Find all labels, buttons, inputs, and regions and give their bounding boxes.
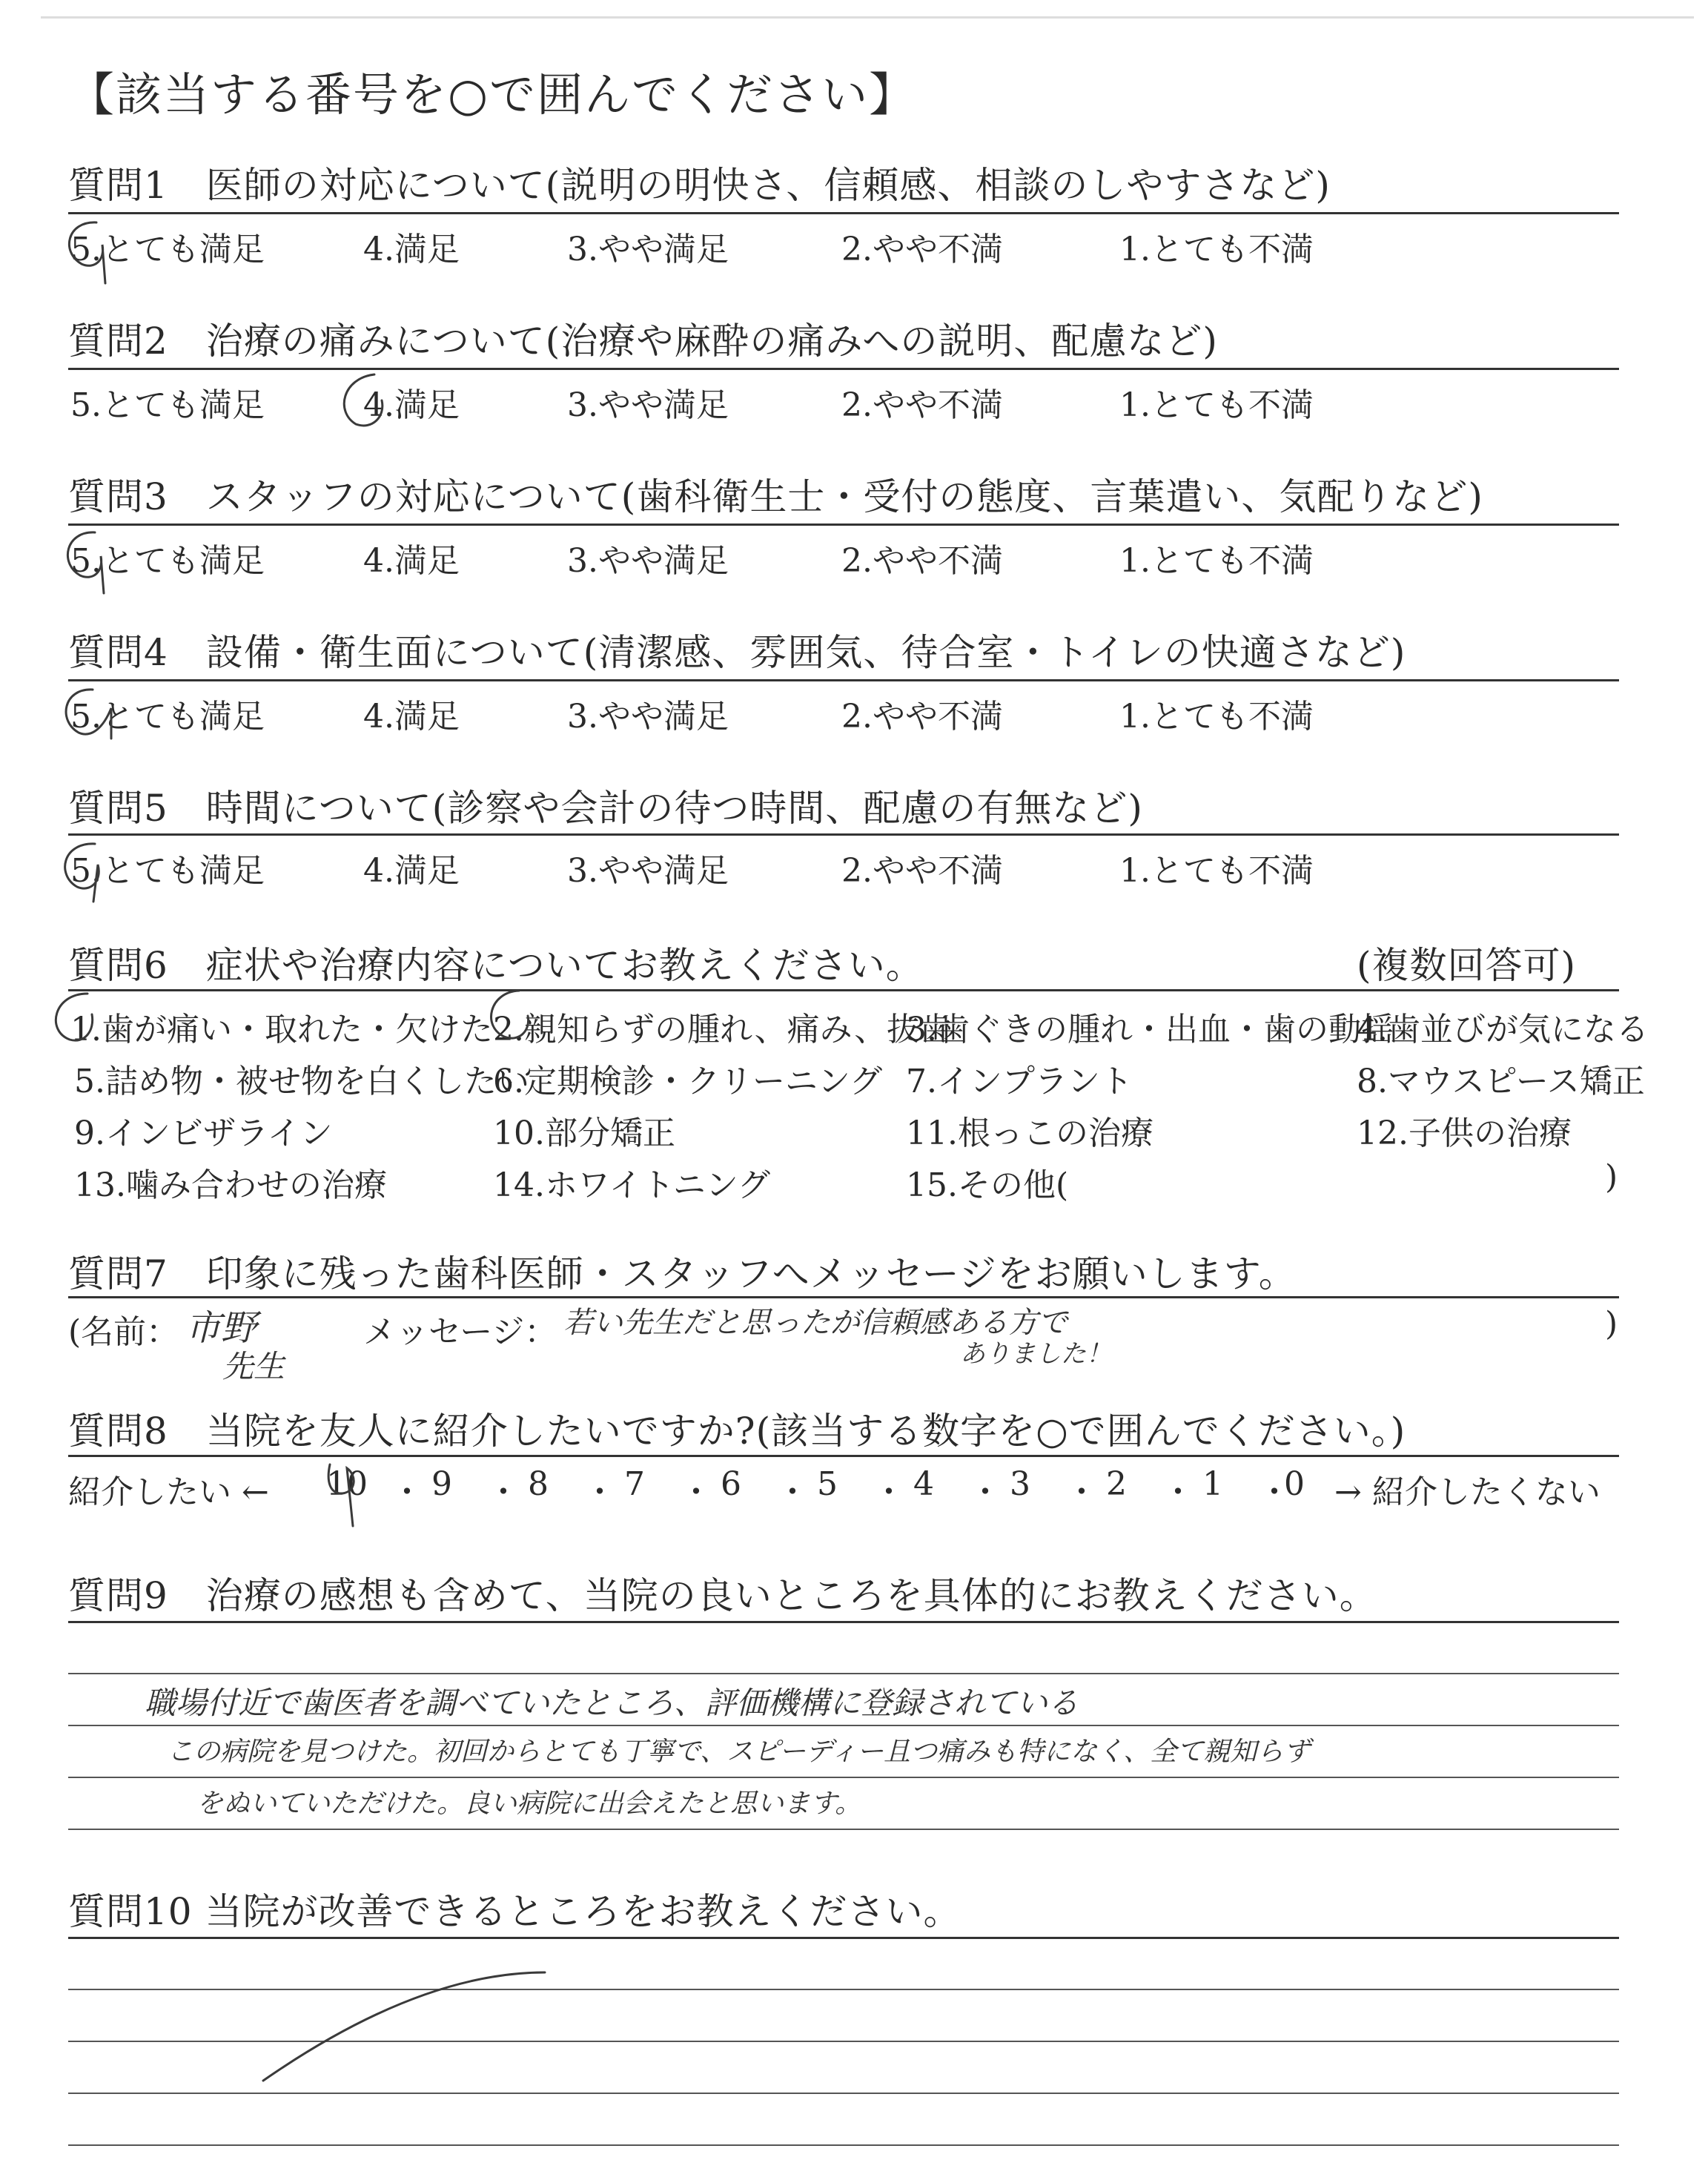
q6-option-1-selection-circle	[56, 994, 92, 1040]
q7-name-value-line1[interactable]: 市野	[185, 1307, 257, 1349]
q5-option-5[interactable]: 5.とても満足	[70, 852, 265, 890]
q6-option-2-selection-circle	[491, 991, 529, 1038]
q1-option-3[interactable]: 3.やや満足	[567, 231, 729, 268]
q8-scale-dot: ・	[776, 1473, 809, 1511]
question-7-title: 質問7 印象に残った歯科医師・スタッフへメッセージをお願いします。	[68, 1252, 1297, 1295]
form-header: 【該当する番号を○で囲んでください】	[68, 67, 917, 122]
q7-message-label: メッセージ：	[363, 1313, 557, 1351]
q7-message-value-line1[interactable]: 若い先生だと思ったが信頼感ある方で	[563, 1306, 1068, 1340]
q6-other-close-paren: )	[1605, 1158, 1618, 1196]
question-4-title: 質問4 設備・衛生面について(清潔感、雰囲気、待合室・トイレの快適さなど)	[68, 631, 1406, 674]
q9-answer-line2[interactable]: この病院を見つけた。初回からとても丁寧で、スピーディー且つ痛みも特になく、全て親知らず	[167, 1737, 1311, 1767]
q8-scale-10[interactable]: 10	[326, 1465, 368, 1503]
q8-scale-dot: ・	[969, 1473, 1002, 1511]
q3-option-4[interactable]: 4.満足	[363, 542, 460, 580]
q6-option-13[interactable]: 13.噛み合わせの治療	[74, 1166, 387, 1204]
q4-option-3[interactable]: 3.やや満足	[567, 698, 729, 736]
q4-option-5[interactable]: 5.とても満足	[70, 698, 265, 736]
q6-option-4[interactable]: 4.歯並びが気になる	[1357, 1011, 1649, 1048]
question-8-title: 質問8 当院を友人に紹介したいですか?(該当する数字を○で囲んでください。)	[68, 1410, 1406, 1453]
q8-selection-circle	[328, 1464, 354, 1526]
q1-option-2[interactable]: 2.やや不満	[841, 231, 1003, 268]
q1-selection-circle	[69, 222, 105, 283]
q8-scale-dot: ・	[487, 1473, 520, 1511]
q4-option-1[interactable]: 1.とても不満	[1119, 698, 1314, 736]
q5-option-4[interactable]: 4.満足	[363, 852, 460, 890]
question-6-title: 質問6 症状や治療内容についてお教えください。	[68, 944, 924, 987]
q8-scale-9[interactable]: 9	[431, 1465, 452, 1503]
q2-option-3[interactable]: 3.やや満足	[567, 386, 729, 424]
q6-option-15[interactable]: 15.その他(	[906, 1166, 1069, 1204]
question-1-title: 質問1 医師の対応について(説明の明快さ、信頼感、相談のしやすさなど)	[68, 164, 1331, 207]
q8-scale-dot: ・	[1162, 1473, 1194, 1511]
q6-option-10[interactable]: 10.部分矯正	[493, 1114, 675, 1152]
q1-option-4[interactable]: 4.満足	[363, 231, 460, 268]
q8-scale-dot: ・	[680, 1473, 712, 1511]
q5-option-1[interactable]: 1.とても不満	[1119, 852, 1314, 890]
question-2-title: 質問2 治療の痛みについて(治療や麻酔の痛みへの説明、配慮など)	[68, 320, 1218, 363]
q3-option-2[interactable]: 2.やや不満	[841, 542, 1003, 580]
q6-option-14[interactable]: 14.ホワイトニング	[493, 1166, 771, 1204]
q5-option-2[interactable]: 2.やや不満	[841, 852, 1003, 890]
q3-option-3[interactable]: 3.やや満足	[567, 542, 729, 580]
q1-option-1[interactable]: 1.とても不満	[1119, 231, 1314, 268]
q8-right-label: → 紹介したくない	[1334, 1473, 1601, 1511]
q3-option-1[interactable]: 1.とても不満	[1119, 542, 1314, 580]
q9-answer-line1[interactable]: 職場付近で歯医者を調べていたところ、評価機構に登録されている	[145, 1685, 1079, 1721]
q8-scale-2[interactable]: 2	[1106, 1465, 1127, 1503]
question-5-title: 質問5 時間について(診察や会計の待つ時間、配慮の有無など)	[68, 787, 1143, 830]
q7-name-label: (名前：	[68, 1313, 179, 1351]
q6-option-3[interactable]: 3.歯ぐきの腫れ・出血・歯の動揺	[906, 1011, 1394, 1048]
q7-close-paren: )	[1605, 1305, 1618, 1343]
q8-left-label: 紹介したい ←	[68, 1473, 269, 1511]
q8-scale-dot: ・	[873, 1473, 905, 1511]
q5-option-3[interactable]: 3.やや満足	[567, 852, 729, 890]
q8-scale-7[interactable]: 7	[624, 1465, 645, 1503]
question-3-title: 質問3 スタッフの対応について(歯科衛生士・受付の態度、言葉遣い、気配りなど)	[68, 475, 1483, 518]
q4-option-4[interactable]: 4.満足	[363, 698, 460, 736]
q6-option-9[interactable]: 9.インビザライン	[74, 1114, 333, 1152]
q2-option-1[interactable]: 1.とても不満	[1119, 386, 1314, 424]
q4-option-2[interactable]: 2.やや不満	[841, 698, 1003, 736]
q6-option-7[interactable]: 7.インプラント	[906, 1063, 1133, 1100]
q5-selection-circle	[65, 844, 99, 902]
q6-option-2[interactable]: 2.親知らずの腫れ、痛み、抜歯	[493, 1011, 953, 1048]
q8-scale-0[interactable]: 0	[1284, 1465, 1305, 1503]
q6-option-1[interactable]: 1.歯が痛い・取れた・欠けた	[70, 1011, 493, 1048]
q4-selection-circle	[66, 690, 111, 739]
q8-scale-6[interactable]: 6	[721, 1465, 741, 1503]
q8-scale-4[interactable]: 4	[913, 1465, 934, 1503]
q8-scale-5[interactable]: 5	[817, 1465, 838, 1503]
q8-scale-dot: ・	[583, 1473, 616, 1511]
q2-option-2[interactable]: 2.やや不満	[841, 386, 1003, 424]
q3-option-5[interactable]: 5.とても満足	[70, 542, 265, 580]
q7-name-value-line2[interactable]: 先生	[222, 1348, 285, 1384]
q8-scale-dot: ・	[1065, 1473, 1098, 1511]
q8-scale-3[interactable]: 3	[1010, 1465, 1030, 1503]
q8-scale-dot: ・	[391, 1473, 423, 1511]
q1-option-5[interactable]: 5.とても満足	[70, 231, 265, 268]
q6-option-11[interactable]: 11.根っこの治療	[906, 1114, 1153, 1152]
q10-strike-line	[263, 1972, 545, 2081]
q2-option-4[interactable]: 4.満足	[363, 386, 460, 424]
q2-option-5[interactable]: 5.とても満足	[70, 386, 265, 424]
q8-scale-1[interactable]: 1	[1202, 1465, 1223, 1503]
q2-selection-circle	[344, 374, 383, 426]
q6-option-12[interactable]: 12.子供の治療	[1357, 1114, 1572, 1152]
q7-message-value-line2[interactable]: ありました！	[960, 1339, 1111, 1369]
question-10-title: 質問10 当院が改善できるところをお教えください。	[68, 1890, 961, 1933]
q6-option-8[interactable]: 8.マウスピース矯正	[1357, 1063, 1645, 1100]
q9-answer-line3[interactable]: をぬいていただけた。良い病院に出会えたと思います。	[196, 1789, 862, 1819]
question-9-title: 質問9 治療の感想も含めて、当院の良いところを具体的にお教えください。	[68, 1574, 1377, 1617]
q6-option-6[interactable]: 6.定期検診・クリーニング	[493, 1063, 883, 1100]
question-6-note: (複数回答可)	[1357, 944, 1577, 987]
q8-scale-dot: ・	[1258, 1473, 1291, 1511]
q8-scale-8[interactable]: 8	[528, 1465, 549, 1503]
q6-option-5[interactable]: 5.詰め物・被せ物を白くしたい	[74, 1063, 529, 1100]
q3-selection-circle	[67, 532, 104, 593]
